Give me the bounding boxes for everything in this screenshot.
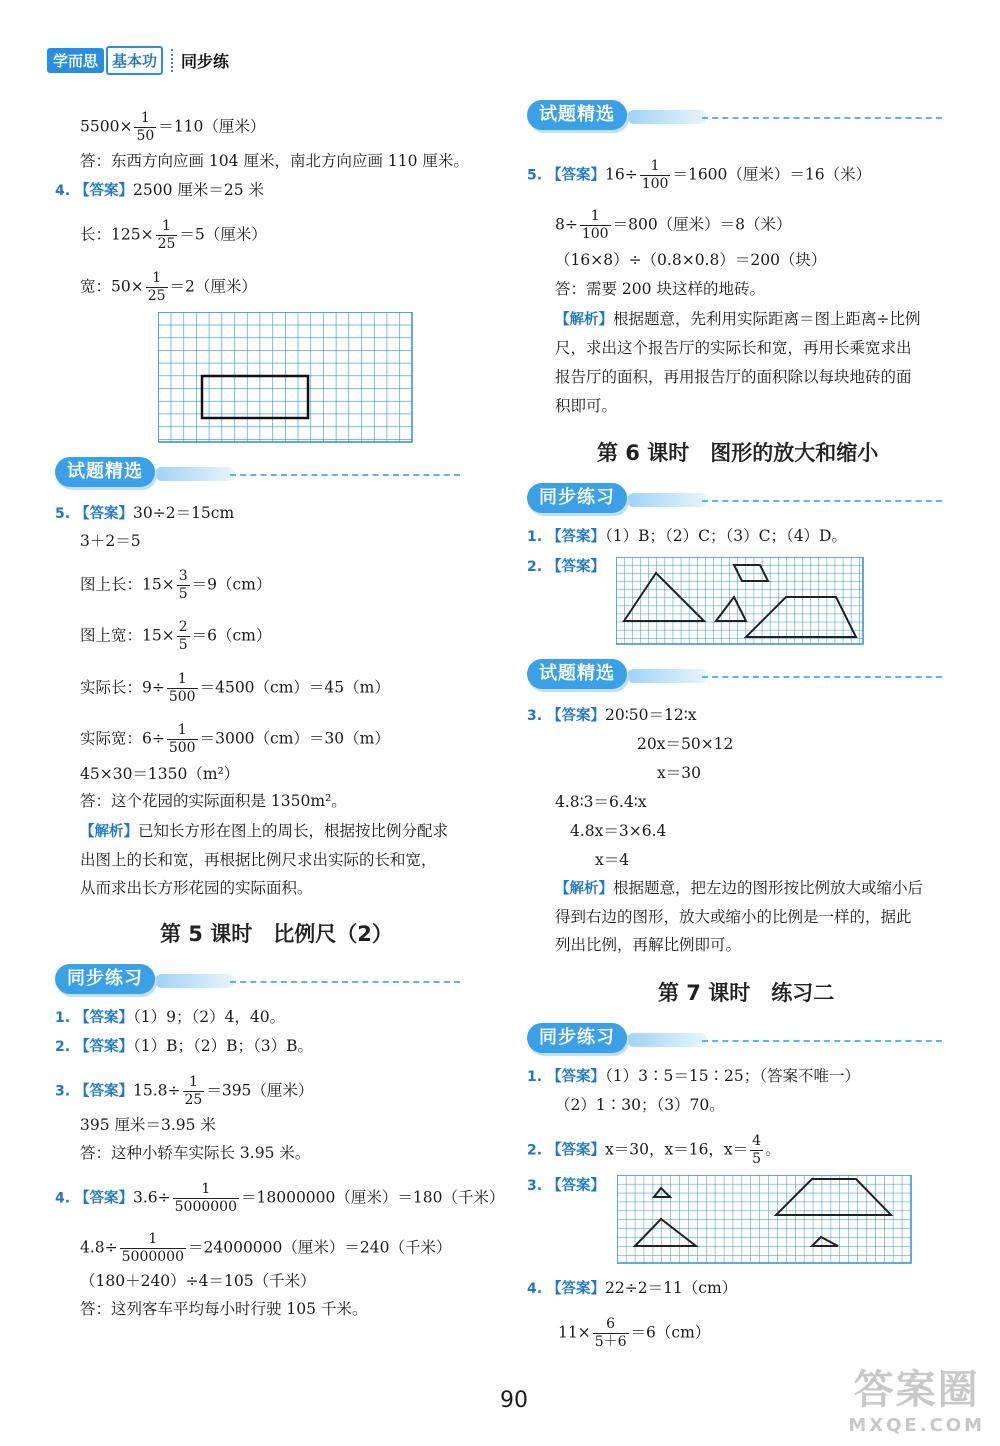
calc-line: 实际长：9÷ $\frac{1}{500}$ ＝4500（cm）＝45（m） [80,671,390,705]
analysis-line: 报告厅的面积，再用报告厅的面积除以每块地砖的面 [555,368,912,386]
question-5: 5. 【答案】30÷2＝15cm [55,504,235,522]
question-4b: 4. 【答案】3.6÷ $\frac{1}{5000000}$ ＝18000000（厘米）＝180（千米） [55,1181,505,1215]
analysis-line: 得到右边的图形，放大或缩小的比例是一样的，据此 [555,908,912,926]
watermark: 答案圈 MXQE.COM [848,1367,985,1436]
question-4p: 4. 【答案】22÷2＝11（cm） [527,1279,738,1297]
calc-line: 实际宽：6÷ $\frac{1}{500}$ ＝3000（cm）＝30（m） [80,722,390,756]
section-header-shiti: 试题精选 [527,659,942,695]
question-1r: 1. 【答案】（1）B；（2）C；（3）C；（4）D。 [527,527,847,545]
question-2: 2. 【答案】（1）B；（2）B；（3）B。 [55,1037,314,1055]
header-logo [47,47,229,73]
section-header-tongbu: 同步练习 [527,1023,942,1059]
calc-line: 8÷ $\frac{1}{100}$ ＝800（厘米）＝8（米） [555,208,792,242]
answer-line: 答：需要 200 块这样的地砖。 [555,280,765,298]
logo-brand: 学而思 [47,48,104,73]
analysis: 【解析】根据题意，先利用实际距离＝图上距离÷比例 [555,310,921,328]
calc-line: （16×8）÷（0.8×0.8）＝200（块） [555,251,827,269]
calc-line: x＝30 [657,764,701,782]
grid-figure-rectangle [158,312,414,444]
calc-line: 4.8x＝3×6.4 [570,822,667,840]
section-header-shiti: 试题精选 [55,457,460,493]
answer-line: 答：这个花园的实际面积是 1350m²。 [80,792,347,810]
calc-line: 45×30＝1350（m²） [80,765,240,783]
calc-line: （2）1∶30；（3）70。 [555,1096,725,1114]
logo-subtitle: 同步练 [171,49,229,72]
calc-line: 4.8∶3＝6.4∶x [555,793,647,811]
question-3: 3. 【答案】15.8÷ $\frac{1}{25}$ ＝395（厘米） [55,1074,314,1108]
question-3p: 3. 【答案】 [527,1178,605,1194]
section-header-tongbu: 同步练习 [55,964,460,1000]
analysis-line: 积即可。 [555,397,618,415]
analysis-line: 从而求出长方形花园的实际面积。 [80,879,313,897]
calc-line: 395 厘米＝3.95 米 [80,1116,216,1134]
section-header-shiti: 试题精选 [527,100,942,136]
grid-figure-scaling [616,557,866,646]
lesson-title-6: 第 6 课时 图形的放大和缩小 [597,441,879,465]
lesson-title-5: 第 5 课时 比例尺（2） [160,922,393,946]
calc-line: （180＋240）÷4＝105（千米） [80,1272,316,1290]
analysis-line: 列出比例，再解比例即可。 [555,936,742,954]
section-header-tongbu: 同步练习 [527,483,942,519]
calc-line: 图上长：15× $\frac{3}{5}$ ＝9（cm） [80,568,272,602]
calc-line: 5500× $\frac{1}{50}$ ＝110（厘米） [80,110,266,144]
question-1p: 1. 【答案】（1）3∶5＝15∶25；（答案不唯一） [527,1067,861,1085]
analysis-line: 尺，求出这个报告厅的实际长和宽，再用长乘宽求出 [555,339,912,357]
analysis: 【解析】根据题意，把左边的图形按比例放大或缩小后 [555,879,924,897]
analysis-line: 出图上的长和宽，再根据比例尺求出实际的长和宽， [80,851,437,869]
calc-width: 宽：50× $\frac{1}{25}$ ＝2（厘米） [80,270,257,304]
answer-line: 答：这列客车平均每小时行驶 105 千米。 [80,1300,368,1318]
question-2p: 2. 【答案】x＝30，x＝16，x＝ $\frac{4}{5}$ 。 [527,1133,781,1167]
question-2r: 2. 【答案】 [527,559,605,575]
lesson-title-7: 第 7 课时 练习二 [658,981,835,1005]
calc-line: 20x＝50×12 [637,735,734,753]
calc-line: 图上宽：15× $\frac{2}{5}$ ＝6（cm） [80,619,272,653]
calc-line: 11× $\frac{6}{5+6}$ ＝6（cm） [558,1316,711,1350]
question-1: 1. 【答案】（1）9；（2）4，40。 [55,1008,286,1026]
calc-line: 4.8÷ $\frac{1}{5000000}$ ＝24000000（厘米）＝240（千米） [80,1231,452,1265]
grid-figure-triangles-trapezoid [617,1175,913,1265]
page-number: 90 [500,1388,528,1413]
calc-line: 3＋2＝5 [80,532,141,550]
question-5r: 5. 【答案】16÷ $\frac{1}{100}$ ＝1600（厘米）＝16（米） [527,158,872,192]
answer-line: 答：东西方向应画 104 厘米，南北方向应画 110 厘米。 [80,152,469,170]
answer-line: 答：这种小轿车实际长 3.95 米。 [80,1144,311,1162]
question-4: 4. 【答案】2500 厘米＝25 米 [55,181,265,199]
question-3r: 3. 【答案】20∶50＝12∶x [527,706,697,724]
calc-line: x＝4 [595,851,630,869]
calc-length: 长：125× $\frac{1}{25}$ ＝5（厘米） [80,218,267,252]
logo-series: 基本功 [106,46,163,75]
analysis: 【解析】已知长方形在图上的周长，根据按比例分配求 [80,822,449,840]
